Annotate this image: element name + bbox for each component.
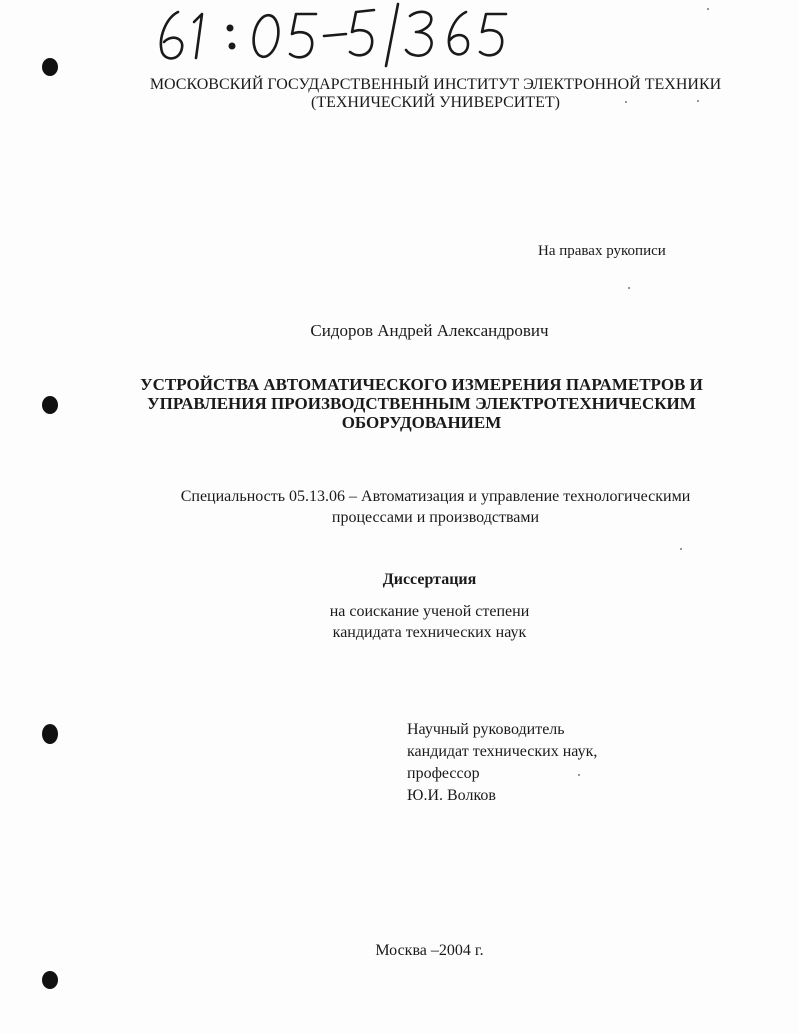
rights-note: На правах рукописи (538, 243, 666, 259)
institute-name: МОСКОВСКИЙ ГОСУДАРСТВЕННЫЙ ИНСТИТУТ ЭЛЕКТРОННОЙ ТЕХНИКИ (149, 76, 722, 93)
institute-subtitle: (ТЕХНИЧЕСКИЙ УНИВЕРСИТЕТ) (310, 94, 560, 111)
city-year: Москва –2004 г. (375, 942, 484, 959)
scan-speck (680, 548, 682, 550)
specialty (36, 486, 799, 528)
specialty-line: Специальность 05.13.06 – Автоматизация и управление технологическими (180, 488, 691, 505)
binder-hole (42, 58, 58, 76)
supervisor-degree: кандидат технических наук, (407, 743, 598, 760)
institute-header (36, 76, 799, 112)
supervisor-role: Научный руководитель (407, 721, 565, 738)
title-line: ОБОРУДОВАНИЕМ (341, 413, 502, 432)
binder-hole (42, 971, 58, 989)
title-line: УПРАВЛЕНИЯ ПРОИЗВОДСТВЕННЫМ ЭЛЕКТРОТЕХНИЧЕСКИМ (147, 394, 696, 413)
scan-speck (628, 287, 630, 289)
supervisor-block (407, 719, 597, 807)
scan-speck (707, 8, 709, 10)
scan-speck (625, 101, 627, 103)
dissertation-label: Диссертация (382, 571, 477, 588)
author-name: Сидоров Андрей Александрович (310, 321, 549, 340)
handwritten-archive-code (148, 0, 508, 70)
title-line: УСТРОЙСТВА АВТОМАТИЧЕСКОГО ИЗМЕРЕНИЯ ПАРАМЕТРОВ И (140, 375, 703, 394)
degree-line: на соискание ученой степени (329, 603, 530, 620)
supervisor-title: профессор (407, 765, 480, 782)
specialty-line: процессами и производствами (331, 509, 540, 526)
supervisor-name: Ю.И. Волков (407, 787, 496, 804)
dissertation-title (22, 375, 799, 432)
scan-speck (697, 100, 699, 102)
binder-hole (42, 724, 58, 744)
degree-line: кандидата технических наук (332, 624, 527, 641)
handwritten-archive-code-drawing (148, 0, 508, 70)
scan-speck (578, 774, 580, 776)
degree-description (30, 601, 799, 643)
